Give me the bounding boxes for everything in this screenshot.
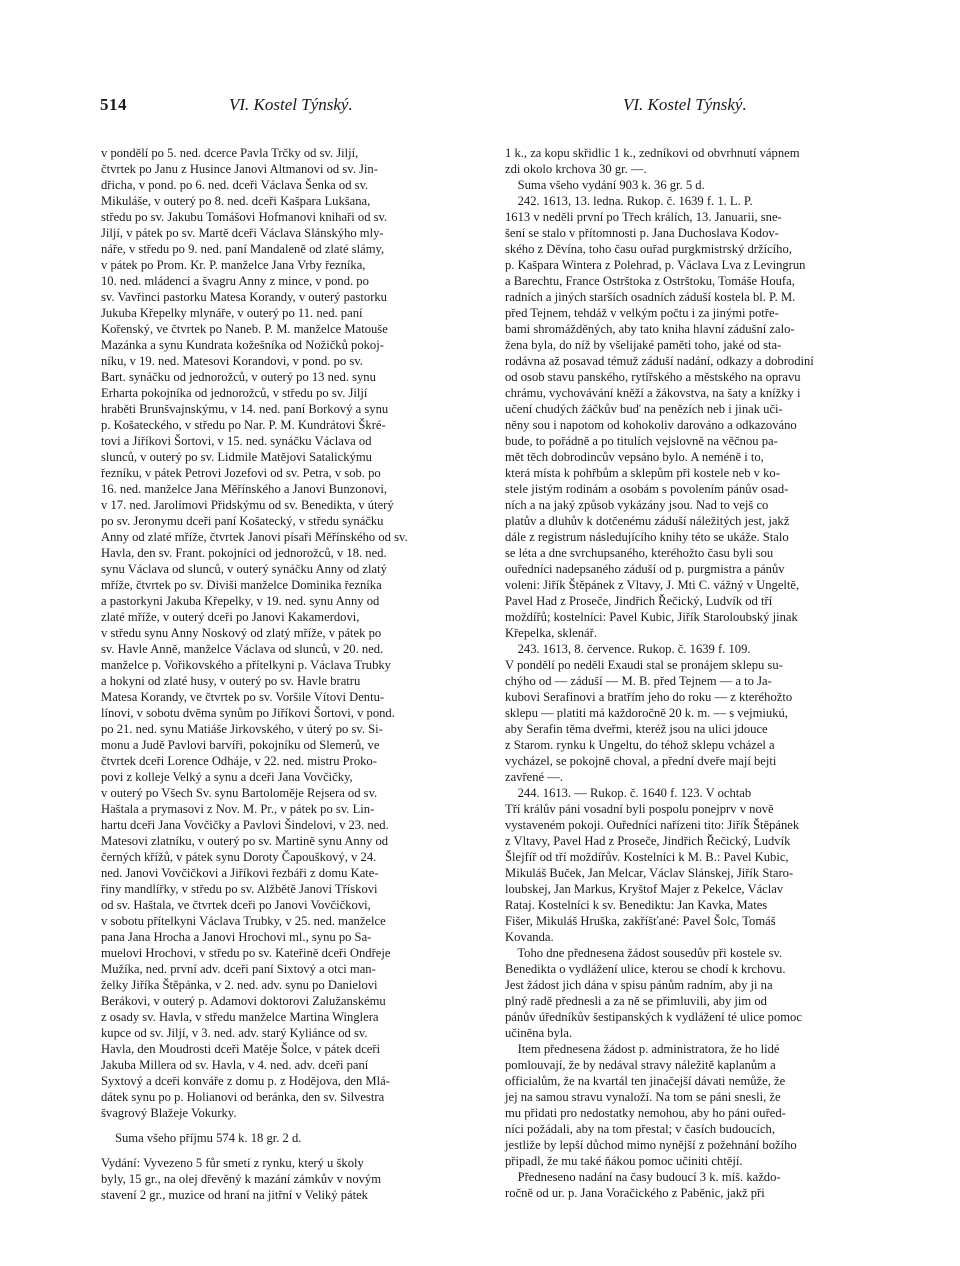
text-line: Předneseno nadání na časy budoucí 3 k. míš. každo- — [505, 1170, 781, 1184]
text-line: línovi, v sobotu dvěma synům po Jiříkovi Šortovi, v pond. — [101, 706, 395, 720]
text-line: a pastorkyni Jakuba Křepelky, v 19. ned. synu Anny od — [101, 594, 380, 608]
text-line: Item přednesena žádost p. administratora, že ho lidé — [505, 1042, 780, 1056]
text-line: Syxtový a dceři konváře z domu p. z Hodějova, den Mlá- — [101, 1074, 390, 1088]
text-line: V pondělí po neděli Exaudi stal se pronájem sklepu su- — [505, 658, 783, 672]
text-line: želky Jiříka Štěpánka, v 2. ned. adv. synu po Danielovi — [101, 978, 378, 992]
text-line: čtvrtek dceři Lorence Odháje, v 22. ned. mistru Proko- — [101, 754, 377, 768]
text-line: v pátek po Prom. Kr. P. manželce Jana Vrby řezníka, — [101, 258, 366, 272]
text-line: a hokyni od zlaté husy, v outerý po sv. Havle bratru — [101, 674, 361, 688]
text-line: 244. 1613. — Rukop. č. 1640 f. 123. V ochtab — [505, 786, 752, 800]
text-line: radních a jiných starších osadních záduší kostela bl. P. M. — [505, 290, 796, 304]
text-line: Anny od zlaté mříže, čtvrtek Janovi písaři Měřínského od sv. — [101, 530, 408, 544]
text-line: zlaté mříže, v outerý dceři po Janovi Kakamerdovi, — [101, 610, 360, 624]
text-line: ského z Děvína, toho času ouřad purgkmistrský držícího, — [505, 242, 792, 256]
text-line: pana Jana Hrocha a Janovi Hrochovi ml., synu po Sa- — [101, 930, 372, 944]
text-line: Erharta pokojníka od jednorožců, v středu po sv. Jiljí — [101, 386, 368, 400]
text-line: bami shromážděných, aby tato kniha hlavní zádušní zalo- — [505, 322, 795, 336]
text-line: Jukuba Křepelky mlynáře, v outerý po 11. ned. paní — [101, 306, 363, 320]
text-line: Jakuba Millera od sv. Havla, v 4. ned. adv. dceři paní — [101, 1058, 369, 1072]
text-line: Mikuláše, v outerý po 8. ned. dceři Kašpara Lukšana, — [101, 194, 371, 208]
text-line: Bart. synáčku od jednorožců, v outerý po 13 ned. synu — [101, 370, 376, 384]
text-line: Jiljí, v pátek po sv. Martě dceři Václava Slánskýho mly- — [101, 226, 384, 240]
text-line: po sv. Jeronymu dceři paní Košatecký, v středu synáčku — [101, 514, 384, 528]
text-line: ročně od ur. p. Jana Voračického z Paběnic, jakž při — [505, 1186, 765, 1200]
text-line: Fišer, Mikuláš Hruška, zakříšťané: Pavel Šolc, Tomáš — [505, 914, 776, 928]
text-line: vycházel, se pokojně choval, a přední dveře mají bejti — [505, 754, 777, 768]
text-line: učení chudých žáčkův buď na penězích neb i jinak uči- — [505, 402, 783, 416]
text-line: mříže, čtvrtek po sv. Diviši manželce Dominika řezníka — [101, 578, 382, 592]
text-line: Křepelka, sklenář. — [505, 626, 597, 640]
text-line: kubovi Serafinovi a bratřím jeho do roku — z kteréhožto — [505, 690, 793, 704]
text-line: žena byla, do níž by všelijaké paměti toho, jaké od sta- — [505, 338, 782, 352]
text-line: Kovanda. — [505, 930, 554, 944]
text-line: v středu synu Anny Noskový od zlatý mříže, v pátek po — [101, 626, 382, 640]
text-line: zdi okolo krchova 30 gr. —. — [505, 162, 647, 176]
right-text-column — [505, 145, 863, 1201]
text-line: řiny mandlířky, v středu po sv. Alžbětě Janovi Třískovi — [101, 882, 378, 896]
text-line: tovi a Jiříkovi Šortovi, v 15. ned. synáčku Václava od — [101, 434, 372, 448]
text-line: Toho dne přednesena žádost sousedův při kostele sv. — [505, 946, 783, 960]
text-line: kupce od sv. Jiljí, v 3. ned. adv. starý Kyliánce od sv. — [101, 1026, 368, 1040]
text-line: černých křížů, v pátek synu Doroty Čapouškový, v 24. — [101, 850, 377, 864]
text-line: Pavel Had z Proseče, Jindřich Řečický, Ludvík od tří — [505, 594, 773, 608]
text-line: 243. 1613, 8. července. Rukop. č. 1639 f. 109. — [505, 642, 751, 656]
text-line: loubskej, Jan Markus, Kryštof Majer z Pekelce, Václav — [505, 882, 784, 896]
text-line: voleni: Jiřík Štěpánek z Vltavy, J. Mti C. vážný v Ungeltě, — [505, 578, 800, 592]
text-line: šení se stalo v přítomnosti p. Jana Duchoslava Kodov- — [505, 226, 779, 240]
text-line: 10. ned. mládenci a švagru Anny z mince, v pond. po — [101, 274, 369, 288]
text-line: od sv. Haštala, ve čtvrtek dceři po Janovi Vovčičkovi, — [101, 898, 371, 912]
text-line: ouředníci nadepsaného záduší od p. purgmistra a pánův — [505, 562, 785, 576]
text-line: pomlouvají, že by nedával stravy náležitě kaplanům a — [505, 1058, 776, 1072]
text-line: Tří králův páni vosadní byli pospolu ponejprv v nově — [505, 802, 774, 816]
text-line: p. Kašpara Wintera z Polehrad, p. Václava Lva z Levingrun — [505, 258, 806, 272]
text-line: se léta a dne svrchupsaného, kteréhožto času byli sou — [505, 546, 774, 560]
text-line: Kořenský, ve čtvrtek po Naneb. P. M. manželce Matouše — [101, 322, 388, 336]
text-line: Suma všeho vydání 903 k. 36 gr. 5 d. — [505, 178, 705, 192]
text-line: níci požádali, aby na tom přestal; v časích budoucích, — [505, 1122, 775, 1136]
text-line: Mikuláš Buček, Jan Melcar, Václav Slánskej, Jiřík Staro- — [505, 866, 794, 880]
text-line: rodávna až posavad témuž záduší nadání, odkazy a dobrodiní — [505, 354, 814, 368]
text-line: z Vltavy, Pavel Had z Proseče, Jindřich Řečický, Ludvík — [505, 834, 791, 848]
text-line: dále z registrum následujícího knihy této se ukáže. Stalo — [505, 530, 789, 544]
text-line: vystaveném pokoji. Ouředníci nařízeni tito: Jiřík Štěpánek — [505, 818, 800, 832]
text-line: sv. Vavřinci pastorku Matesa Korandy, v outerý pastorku — [101, 290, 387, 304]
text-line: v outerý po Všech Sv. synu Bartoloměje Rejsera od sv. — [101, 786, 378, 800]
expense-line: byly, 15 gr., na olej dřevěný k mazání zámkův v novým — [101, 1172, 382, 1186]
text-line: moždířů; kostelníci: Pavel Kubic, Jiřík Staroloubský jinak — [505, 610, 798, 624]
text-line: náře, v středu po 9. ned. paní Mandaleně od zlaté slámy, — [101, 242, 385, 256]
text-line: ních a na jaký způsob vykázány jsou. Nad to vejš co — [505, 498, 769, 512]
text-line: synu Václava od slunců, v outerý synáčku Anny od zlatý — [101, 562, 387, 576]
text-line: 1613 v neděli první po Třech králích, 13. Januarii, sne- — [505, 210, 782, 224]
text-line: připadl, že mu také ňákou pomoc učiniti chtějí. — [505, 1154, 743, 1168]
text-line: mu přidati pro nedostatky nemohou, aby ho páni ouřed- — [505, 1106, 786, 1120]
text-line: něny sou i napotom od kohokoliv darováno a odkazováno — [505, 418, 797, 432]
left-text-column — [101, 145, 471, 1203]
text-line: v sobotu přítelkyni Václava Trubky, v 25. ned. manželce — [101, 914, 386, 928]
text-line: Rataj. Kostelníci k sv. Benediktu: Jan Kavka, Mates — [505, 898, 768, 912]
text-line: bude, to pořádně a po titulích vejslovně na věčnou pa- — [505, 434, 778, 448]
text-line: Havla, den sv. Frant. pokojníci od jednorožců, v 18. ned. — [101, 546, 387, 560]
text-line: Mužíka, ned. první adv. dceři paní Sixtový a otci man- — [101, 962, 376, 976]
text-line: platův a dluhův k dotčenému záduší náležitých jest, jakž — [505, 514, 790, 528]
text-line: jestliže by lepší důchod mimo nynější z požehnání božího — [505, 1138, 797, 1152]
text-line: mět těch dobrodincův vepsáno bylo. A neméně i to, — [505, 450, 764, 464]
income-sum: Suma všeho příjmu 574 k. 18 gr. 2 d. — [115, 1131, 302, 1145]
text-line: v 17. ned. Jarolímovi Přidskýmu od sv. Benedikta, v úterý — [101, 498, 394, 512]
text-line: 1 k., za kopu skřidlic 1 k., zedníkovi od obvrhnutí vápnem — [505, 146, 800, 160]
text-line: Jest žádost jich dána v spisu pánům radním, aby ji na — [505, 978, 773, 992]
text-line: sv. Havle Anně, manželce Václava od slunců, v 20. ned. — [101, 642, 384, 656]
text-line: od osob stavu panského, rytířského a městského na opravu — [505, 370, 801, 384]
text-line: z Starom. rynku k Ungeltu, do téhož sklepu vcházel a — [505, 738, 775, 752]
text-line: manželce p. Vořikovského a přítelkyni p. Václava Trubky — [101, 658, 391, 672]
text-line: čtvrtek po Janu z Husince Janovi Altmanovi od sv. Jin- — [101, 162, 378, 176]
page-number: 514 — [100, 95, 127, 114]
text-line: níku, v 19. ned. Matesovi Korandovi, v pond. po sv. — [101, 354, 363, 368]
text-line: pánův úředníkův šestipanských k vydlážení té ulice pomoc — [505, 1010, 802, 1024]
running-title-right: VI. Kostel Týnský. — [623, 95, 747, 114]
text-line: officialům, že na kvartál ten jinačejší dávati nemůže, že — [505, 1074, 786, 1088]
spacer — [101, 1146, 471, 1155]
text-line: středu po sv. Jakubu Tomášovi Hofmanovi knihaři od sv. — [101, 210, 388, 224]
text-line: Havla, den Moudrosti dceři Matěje Šolce, v pátek dceři — [101, 1042, 381, 1056]
text-line: Berákovi, v outerý p. Adamovi doktorovi Zalužanskému — [101, 994, 386, 1008]
text-line: 16. ned. manželce Jana Měřínského a Janovi Bunzonovi, — [101, 482, 388, 496]
text-line: Matesa Korandy, ve čtvrtek po sv. Voršile Vítovi Dentu- — [101, 690, 385, 704]
text-line: švagrový Blažeje Vokurky. — [101, 1106, 237, 1120]
text-line: řezníku, v pátek Petrovi Jozefovi od sv. Petra, v sob. po — [101, 466, 381, 480]
text-line: aby Serafin těma dveřmi, kteréž jsou na ulici jdouce — [505, 722, 768, 736]
text-line: Benedikta o vydlážení ulice, kterou se chodí k krchovu. — [505, 962, 786, 976]
text-line: slunců, v outerý po sv. Lidmile Matějovi Satalickýmu — [101, 450, 372, 464]
running-title-left: VI. Kostel Týnský. — [229, 95, 353, 114]
text-line: která místa k pohřbům a sklepům při kostele neb v ko- — [505, 466, 780, 480]
text-line: muelovi Hrochovi, v středu po sv. Kateřině dceři Ondřeje — [101, 946, 391, 960]
text-line: zavřené —. — [505, 770, 564, 784]
text-line: Mazánka a synu Kundrata kožešníka od Nožičků pokoj- — [101, 338, 384, 352]
spacer — [101, 1121, 471, 1130]
text-line: před Tejnem, tehdáž v velkým počtu i za jinými potře- — [505, 306, 779, 320]
text-line: dřicha, v pond. po 6. ned. dceři Václava Šenka od sv. — [101, 178, 369, 192]
text-line: hartu dceři Jana Vovčičky a Pavlovi Šindelovi, v 23. ned. — [101, 818, 389, 832]
text-line: z osady sv. Havla, v středu manželce Martina Winglera — [101, 1010, 379, 1024]
text-line: po 21. ned. synu Matiáše Jirkovského, v úterý po sv. Si- — [101, 722, 383, 736]
text-line: učiněna byla. — [505, 1026, 573, 1040]
text-line: jej na samou stravu vynaloží. Na tom se páni snesli, že — [505, 1090, 781, 1104]
text-line: p. Košateckého, v středu po Nar. P. M. Kundrátovi Škré- — [101, 418, 386, 432]
text-line: a Barechtu, France Ostrštoka z Ostrštoku, Tomáše Houfa, — [505, 274, 795, 288]
text-line: v pondělí po 5. ned. dcerce Pavla Trčky od sv. Jiljí, — [101, 146, 359, 160]
text-line: chýho od — záduší — M. B. před Tejnem — a to Ja- — [505, 674, 772, 688]
text-line: plný radě přednesli a za ně se přimluvili, aby jim od — [505, 994, 767, 1008]
text-line: ned. Janovi Vovčičkovi a Jiříkovi řezbáři z domu Kate- — [101, 866, 379, 880]
text-line: povi z kolleje Velký a synu a dceři Jana Vovčičky, — [101, 770, 353, 784]
text-line: 242. 1613, 13. ledna. Rukop. č. 1639 f. 1. L. P. — [505, 194, 753, 208]
text-line: Matesovi zlatníku, v outerý po sv. Martině synu Anny od — [101, 834, 389, 848]
text-line: hraběti Brunšvajnskýmu, v 14. ned. paní Borkový a synu — [101, 402, 389, 416]
text-line: stele jistým rodinám a osobám s povolením pánův osad- — [505, 482, 789, 496]
text-line: Haštala a prymasovi z Nov. M. Pr., v pátek po sv. Lin- — [101, 802, 375, 816]
text-line: dátek synu po p. Holianovi od beránka, den sv. Silvestra — [101, 1090, 385, 1104]
text-line: monu a Judě Pavlovi barvíři, pokojníku od Slemerů, ve — [101, 738, 380, 752]
text-line: sklepu — platiti má každoročně 20 k. m. — s vejmiukú, — [505, 706, 788, 720]
expense-line: stavení 2 gr., muzice od hraní na jitřní v Veliký pátek — [101, 1188, 368, 1202]
text-line: chrámu, vychovávání kněží a žákovstva, na šaty a knížky i — [505, 386, 801, 400]
expense-line: Vydání: Vyvezeno 5 fůr smetí z rynku, který u školy — [101, 1156, 364, 1170]
text-line: Šlejfíř od tří moždířův. Kostelníci k M. B.: Pavel Kubic, — [505, 850, 789, 864]
